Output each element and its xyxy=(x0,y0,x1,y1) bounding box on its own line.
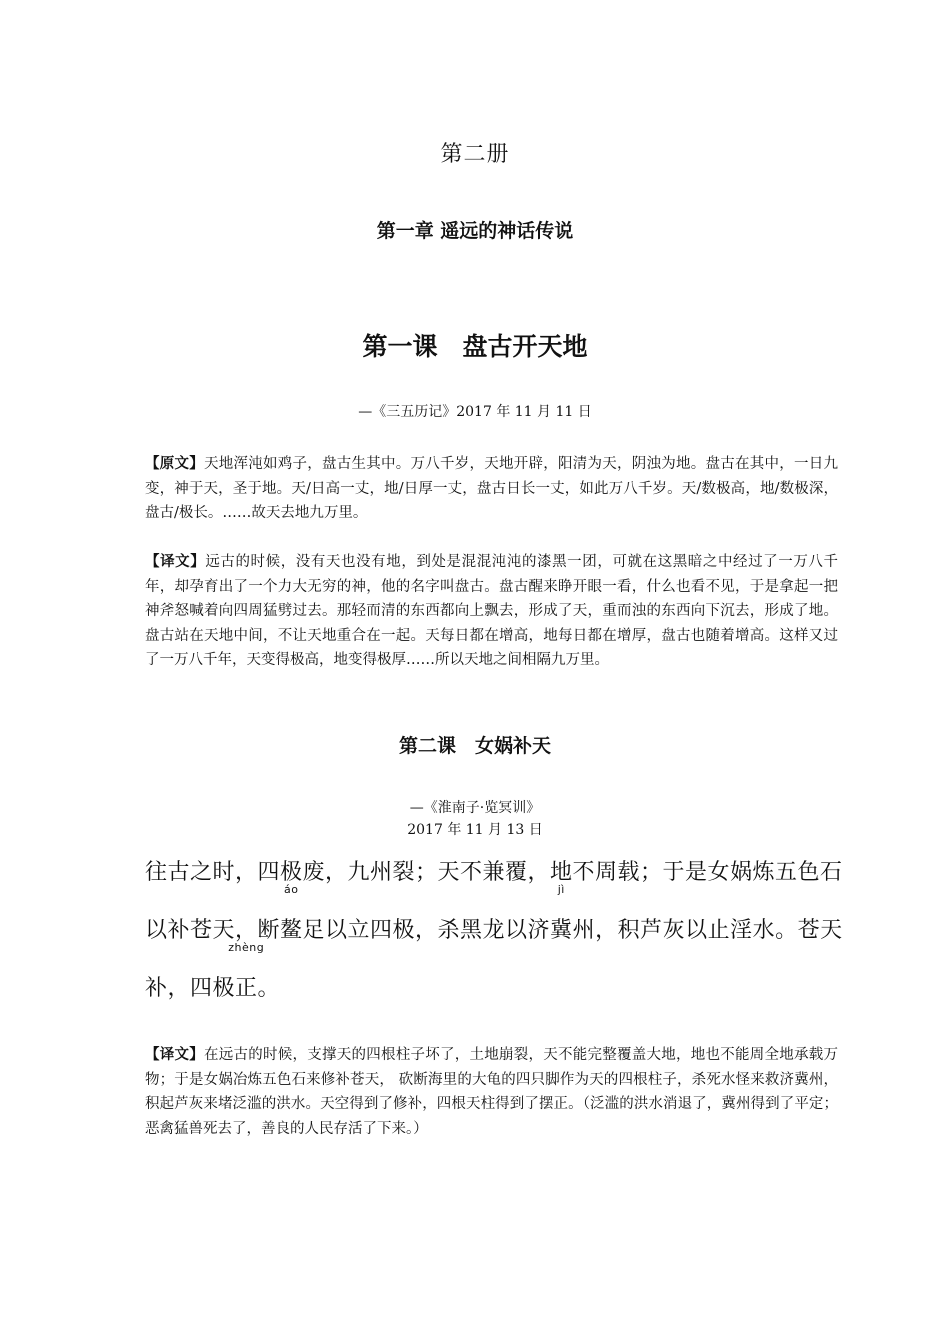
original-text: 天地浑沌如鸡子，盘古生其中。万八千岁，天地开辟，阳清为天，阴浊为地。盘古在其中，一日九变，神于天，圣于地。天/日高一丈，地/日厚一丈，盘古日长一丈，如此万八千岁。天/数极高，地/数极深，盘古/极长。……故天去地九万里。 xyxy=(145,456,838,521)
chapter-title: 第一章 遥远的神话传说 xyxy=(376,220,574,242)
lesson2-translation-paragraph xyxy=(145,1043,838,1141)
ruby-zheng xyxy=(228,941,265,1018)
lesson1-title: 第一课 盘古开天地 xyxy=(362,332,588,361)
char-ao: 鳌 xyxy=(280,918,303,943)
line2-part-c: 州，积芦灰以止淫水。苍天 xyxy=(572,918,843,943)
original-tag: 【原文】 xyxy=(145,455,204,472)
original-line-1: 往古之时，四极废，九州裂；天不兼覆，地不周载；于是女娲炼五色石 xyxy=(145,860,843,885)
char-zheng: 正 xyxy=(235,976,258,1001)
ruby-ao xyxy=(280,883,303,960)
pinyin-ao: áo xyxy=(284,883,299,896)
book-title: 第二册 xyxy=(440,142,510,167)
lesson2-source-book: —《淮南子·览冥训》 xyxy=(409,800,541,816)
pinyin-zheng: zhèng xyxy=(228,941,265,954)
char-ji: 冀 xyxy=(550,918,573,943)
lesson1-original-paragraph xyxy=(145,452,838,526)
line2-part-b: 足以立四极，杀黑龙以济 xyxy=(302,918,551,943)
lesson1-source: —《三五历记》2017 年 11 月 11 日 xyxy=(358,404,592,420)
line3-part-a: 补，四极 xyxy=(145,976,236,1001)
line2-part-a: 以补苍天，断 xyxy=(145,918,281,943)
lesson2-source xyxy=(0,797,950,841)
lesson2-original-text xyxy=(145,844,845,1018)
ruby-ji xyxy=(550,883,573,960)
translation-text: 远古的时候，没有天也没有地，到处是混混沌沌的漆黑一团，可就在这黑暗之中经过了一万八千年，却孕育出了一个力大无穷的神，他的名字叫盘古。盘古醒来睁开眼一看，什么也看不见，于是拿起一把神斧怒喊着向四周猛劈过去。那轻而清的东西都向上飘去，形成了天，重而浊的东西向下沉去，形成了地。盘古站在天地中间，不让天地重合在一起。天每日都在增高，地每日都在增厚，盘古也随着增高。这样又过了一万八千年，天变得极高，地变得极厚……所以天地之间相隔九万里。 xyxy=(145,554,838,668)
lesson2-title: 第二课 女娲补天 xyxy=(398,735,551,757)
pinyin-ji: jì xyxy=(557,883,565,896)
translation-text-2: 在远古的时候，支撑天的四根柱子坏了，土地崩裂，天不能完整覆盖大地，地也不能周全地承载万物；于是女娲冶炼五色石来修补苍天， 砍断海里的大龟的四只脚作为天的四根柱子，杀死水怪来救济冀州，积起芦灰来堵泛滥的洪水。天空得到了修补，四根天柱得到了摆正。（泛滥的洪水消退了，冀州得到了平定；恶禽猛兽死去了，善良的人民存活了下来。） xyxy=(145,1047,838,1137)
original-line-3 xyxy=(145,941,845,1018)
translation-tag: 【译文】 xyxy=(145,553,206,570)
lesson1-translation-paragraph xyxy=(145,550,838,673)
line3-part-b: 。 xyxy=(257,976,281,1001)
lesson2-source-date: 2017 年 11 月 13 日 xyxy=(407,822,543,838)
translation-tag-2: 【译文】 xyxy=(145,1046,204,1063)
